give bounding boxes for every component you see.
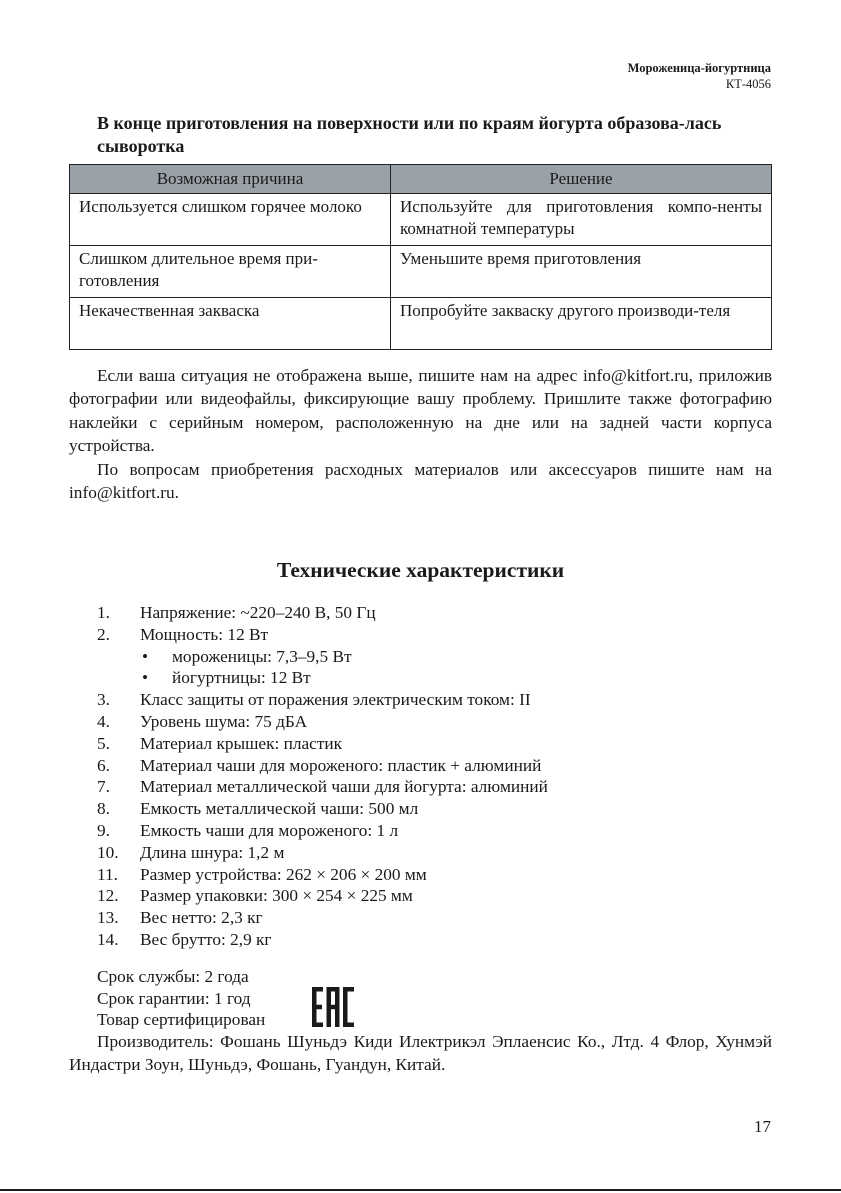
spec-number: 5.	[97, 733, 110, 753]
spec-item	[97, 885, 548, 907]
troubleshoot-heading: В конце приготовления на поверхности или по краям йогурта образова-лась сыворотка	[97, 113, 722, 156]
solution-cell: Используйте для приготовления компо-ненты комнатной температуры	[391, 194, 772, 246]
specs-heading: Технические характеристики	[276, 558, 565, 582]
spec-number: 7.	[97, 777, 110, 797]
spec-number: 1.	[97, 603, 110, 622]
spec-item	[97, 864, 548, 886]
spec-text: Вес нетто: 2,3 кг	[140, 908, 263, 928]
spec-text: Класс защиты от поражения электрическим током: II	[140, 690, 531, 710]
table-row	[70, 298, 772, 350]
spec-item	[97, 798, 548, 820]
service-life: Срок службы: 2 года	[97, 967, 249, 986]
page-bottom-rule	[0, 1189, 841, 1191]
spec-item	[97, 711, 548, 733]
spec-text: Емкость чаши для мороженого: 1 л	[140, 820, 399, 840]
spec-item	[97, 689, 548, 711]
spec-item	[97, 842, 548, 864]
page-number: 17	[754, 1117, 771, 1136]
spec-text: йогуртницы: 12 Вт	[172, 668, 311, 688]
spec-number: 4.	[97, 711, 110, 731]
spec-text: Емкость металлической чаши: 500 мл	[140, 799, 419, 819]
spec-text: Материал чаши для мороженого: пластик + алюминий	[140, 755, 542, 775]
spec-item	[97, 755, 548, 777]
cause-cell: Слишком длительное время при-готовления	[70, 246, 391, 298]
spec-number: 11.	[97, 864, 118, 884]
spec-item	[97, 602, 548, 624]
spec-number: 6.	[97, 755, 110, 775]
spec-text: мороженицы: 7,3–9,5 Вт	[172, 646, 352, 666]
spec-item	[97, 820, 548, 842]
column-header-solution: Решение	[391, 165, 772, 194]
table-row	[70, 246, 772, 298]
troubleshoot-table	[69, 164, 772, 350]
spec-item	[97, 776, 548, 798]
spec-item	[97, 733, 548, 755]
table-row	[70, 194, 772, 246]
contact-paragraphs	[69, 364, 772, 504]
header-model: КТ-4056	[725, 77, 771, 91]
spec-item	[97, 929, 548, 951]
solution-cell: Уменьшите время приготовления	[391, 246, 772, 298]
service-info	[97, 966, 265, 1031]
table-header-row	[70, 165, 772, 194]
certification-text: Товар сертифицирован	[97, 1010, 266, 1030]
spec-number: 12.	[97, 886, 119, 906]
warranty-period: Срок гарантии: 1 год	[97, 988, 251, 1008]
spec-text: Размер устройства: 262 × 206 × 200 мм	[140, 864, 427, 884]
spec-text: Вес брутто: 2,9 кг	[140, 929, 272, 949]
spec-number: 3.	[97, 690, 110, 710]
spec-text: Размер упаковки: 300 × 254 × 225 мм	[140, 886, 413, 906]
spec-item	[97, 624, 548, 646]
contact-paragraph: Если ваша ситуация не отображена выше, пишите нам на адрес info@kitfort.ru, приложив фотографии или видеофайлы, фиксирующие вашу проблему. Пришлите также фотографию наклейки с серийным номером, расположенную на дне или на задней части корпуса устройства.	[69, 366, 772, 456]
manufacturer-info: Производитель: Фошань Шуньдэ Киди Илектрикэл Эплаенсис Ко., Лтд. 4 Флор, Хунмэй Индастри Зоун, Шуньдэ, Фошань, Гуандун, Китай.	[69, 1032, 772, 1075]
spec-text: Напряжение: ~220–240 В, 50 Гц	[140, 603, 376, 622]
spec-item	[97, 907, 548, 929]
spec-subitem	[97, 667, 548, 689]
spec-number: 9.	[97, 820, 110, 840]
spec-text: Уровень шума: 75 дБА	[140, 711, 308, 731]
spec-text: Материал металлической чаши для йогурта: алюминий	[140, 777, 548, 797]
spec-text: Материал крышек: пластик	[140, 733, 343, 753]
column-header-cause: Возможная причина	[70, 165, 391, 194]
cause-cell: Некачественная закваска	[70, 298, 391, 350]
spec-text: Мощность: 12 Вт	[140, 624, 269, 644]
bullet-icon: •	[142, 646, 149, 666]
spec-text: Длина шнура: 1,2 м	[140, 842, 285, 862]
eac-certification-icon	[311, 986, 355, 1028]
bullet-icon: •	[142, 668, 149, 688]
spec-number: 8.	[97, 799, 110, 819]
cause-cell: Используется слишком горячее молоко	[70, 194, 391, 246]
accessories-paragraph: По вопросам приобретения расходных материалов или аксессуаров пишите нам на info@kitfort.ru.	[69, 459, 772, 503]
page-header	[628, 60, 771, 92]
spec-number: 10.	[97, 842, 119, 862]
spec-number: 2.	[97, 624, 110, 644]
solution-cell: Попробуйте закваску другого производи-теля	[391, 298, 772, 350]
spec-number: 14.	[97, 929, 119, 949]
header-product-name: Мороженица-йогуртница	[627, 61, 771, 75]
spec-number: 13.	[97, 908, 119, 928]
specs-list	[97, 602, 548, 951]
spec-subitem	[97, 646, 548, 668]
